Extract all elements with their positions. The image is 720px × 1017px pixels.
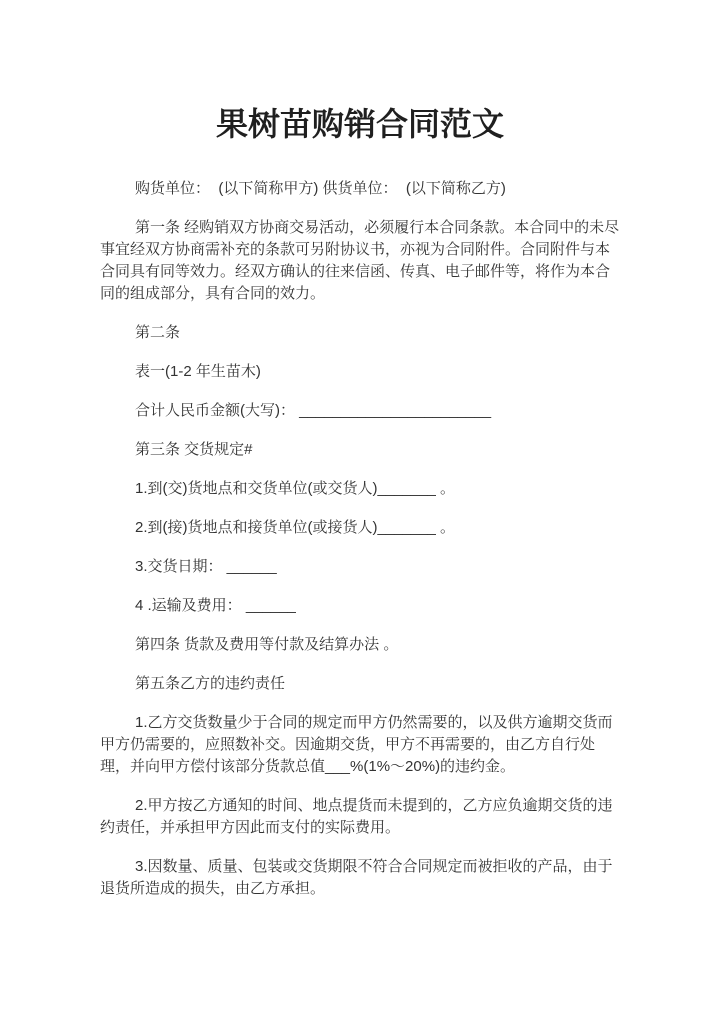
contract-paragraph: 第三条 交货规定# xyxy=(135,441,253,458)
contract-paragraph: 第四条 货款及费用等付款及结算办法 。 xyxy=(135,636,399,653)
contract-paragraph: 3.因数量、质量、包装或交货期限不符合合同规定而被拒收的产品，由于退货所造成的损失，由乙方承担。 xyxy=(100,858,613,897)
contract-paragraph: 1.到(交)货地点和交货单位(或交货人)_______ 。 xyxy=(135,480,456,497)
contract-paragraph: 第五条乙方的违约责任 xyxy=(135,675,286,692)
contract-paragraph: 合计人民币金额(大写)： _______________________ xyxy=(135,402,492,419)
contract-paragraph: 购货单位： (以下简称甲方) 供货单位： (以下简称乙方) xyxy=(135,180,506,197)
document-title: 果树苗购销合同范文 xyxy=(215,106,504,142)
contract-paragraph: 4 .运输及费用： ______ xyxy=(135,597,296,614)
contract-paragraph: 第一条 经购销双方协商交易活动，必须履行本合同条款。本合同中的未尽事宜经双方协商需补充的条款可另附协议书，亦视为合同附件。合同附件与本合同具有同等效力。经双方确认的往来信函、传真、电子邮件等，将作为本合同的组成部分，具有合同的效力。 xyxy=(100,219,620,302)
contract-paragraph: 第二条 xyxy=(135,324,181,341)
contract-paragraph: 1.乙方交货数量少于合同的规定而甲方仍然需要的，以及供方逾期交货而甲方仍需要的，应照数补交。因逾期交货，甲方不再需要的，由乙方自行处理，并向甲方偿付该部分货款总值___%(1%～20%)的违约金。 xyxy=(100,714,613,775)
contract-paragraph: 2.甲方按乙方通知的时间、地点提货而未提到的，乙方应负逾期交货的违约责任，并承担甲方因此而支付的实际费用。 xyxy=(100,797,613,836)
contract-paragraph: 3.交货日期： ______ xyxy=(135,558,277,575)
document-body xyxy=(100,178,620,900)
contract-paragraph: 2.到(接)货地点和接货单位(或接货人)_______ 。 xyxy=(135,519,456,536)
contract-paragraph: 表一(1-2 年生苗木) xyxy=(135,363,261,380)
